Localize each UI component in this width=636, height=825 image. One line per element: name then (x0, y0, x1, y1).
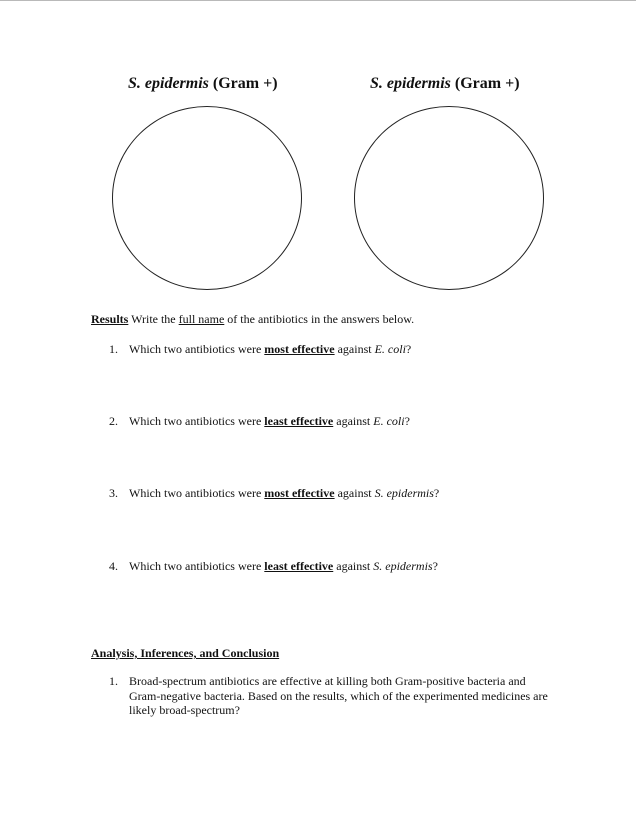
question-organism: E. coli (373, 414, 405, 428)
question-text-mid: against (334, 342, 375, 356)
plate-title-right (370, 75, 520, 93)
question-organism: S. epidermis (374, 486, 434, 500)
results-instr-pre: Write the (131, 312, 179, 326)
plate-organism-left: S. epidermis (128, 75, 209, 92)
question-number: 4. (109, 559, 118, 573)
question-emphasis: most effective (264, 486, 335, 500)
petri-dish-right (354, 106, 544, 290)
question-emphasis: least effective (264, 559, 334, 573)
results-instruction (91, 312, 414, 327)
question-2 (109, 414, 410, 429)
question-end: ? (404, 414, 410, 428)
analysis-question-1 (109, 674, 549, 718)
question-number: 2. (109, 414, 118, 428)
question-3 (109, 486, 439, 501)
question-text: Which two antibiotics were (129, 414, 265, 428)
question-text-mid: against (334, 486, 375, 500)
plate-gram-left: (Gram +) (212, 75, 278, 92)
question-text: Which two antibiotics were (129, 486, 265, 500)
petri-dish-left (112, 106, 302, 290)
results-instr-emphasis: full name (178, 312, 225, 326)
question-end: ? (405, 342, 412, 356)
question-organism: E. coli (374, 342, 406, 356)
plate-gram-right: (Gram +) (454, 75, 520, 92)
question-emphasis: most effective (264, 342, 335, 356)
results-instr-post: of the antibiotics in the answers below. (224, 312, 415, 326)
question-text-mid: against (333, 559, 374, 573)
question-text: Which two antibiotics were (129, 342, 265, 356)
analysis-heading: Analysis, Inferences, and Conclusion (91, 646, 280, 660)
question-end: ? (432, 559, 438, 573)
page-top-border (0, 0, 636, 1)
question-number: 3. (109, 486, 118, 500)
question-text-mid: against (333, 414, 374, 428)
plate-title-left (128, 75, 278, 93)
question-text: Which two antibiotics were (129, 559, 265, 573)
question-end: ? (433, 486, 440, 500)
question-number: 1. (109, 342, 118, 356)
question-4 (109, 559, 438, 574)
question-emphasis: least effective (264, 414, 334, 428)
results-heading: Results (91, 312, 129, 326)
analysis-question-number: 1. (109, 674, 118, 688)
analysis-question-text: Broad-spectrum antibiotics are effective at killing both Gram-positive bacteria and Gram-negative bacteria. Based on the results, which of the experimented medicines are likely broad-spectrum? (129, 674, 548, 717)
question-organism: S. epidermis (373, 559, 433, 573)
plate-organism-right: S. epidermis (370, 75, 451, 92)
question-1 (109, 342, 411, 357)
